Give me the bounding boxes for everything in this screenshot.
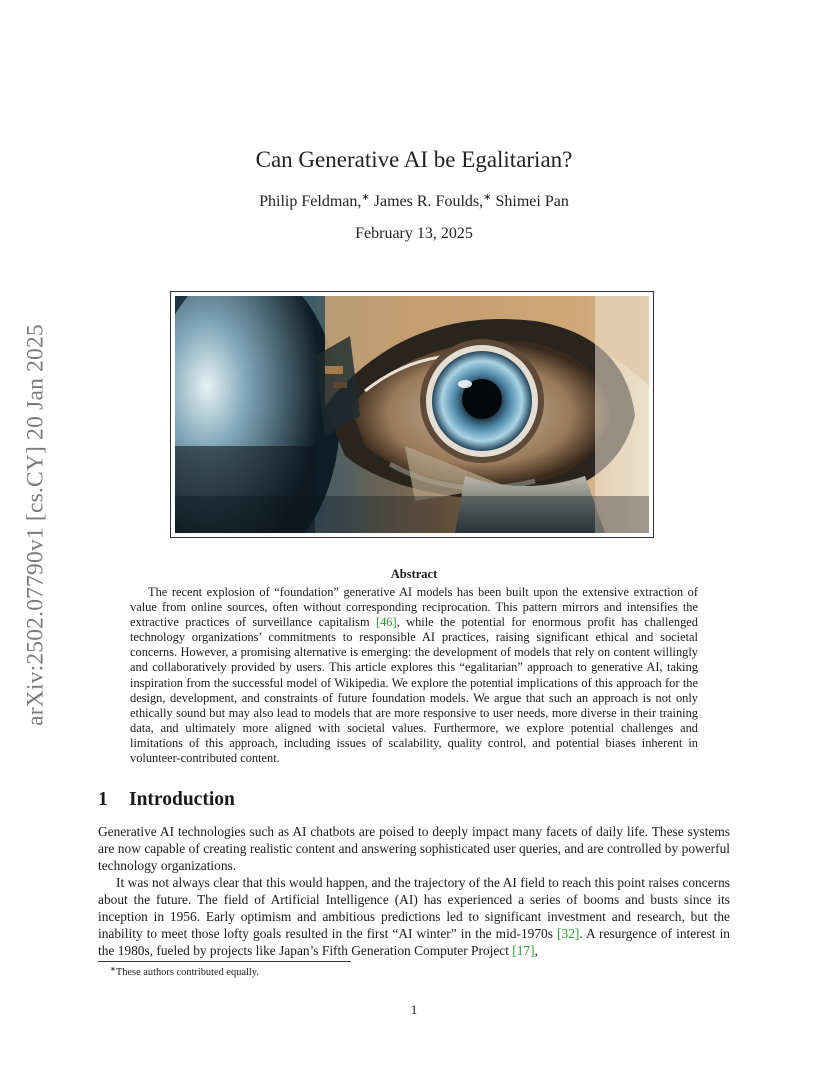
author-name: James R. Foulds, xyxy=(373,193,484,210)
footnote-rule xyxy=(98,961,351,962)
page-number: 1 xyxy=(410,1002,418,1017)
author-marker: ∗ xyxy=(483,192,492,203)
intro-text: . A resurgence of interest in the 1980s, fueled by projects like Japan’s Fifth Generation Computer Project xyxy=(98,926,731,958)
intro-paragraph: Generative AI technologies such as AI chatbots are poised to deeply impact many facets of daily life. These systems are now capable of creating realistic content and answering sophisticated user queries, and are controlled by powerful technology organizations. xyxy=(98,824,730,873)
author-name: Shimei Pan xyxy=(495,193,569,210)
author-marker: ∗ xyxy=(361,192,370,203)
footnote-marker: ∗ xyxy=(110,965,116,973)
paper-title: Can Generative AI be Egalitarian? xyxy=(255,147,573,172)
footnote xyxy=(110,965,259,978)
abstract-text: The recent explosion of “foundation” generative AI models has been built upon the extensive extraction of value from online sources, often without corresponding reciprocation. This pattern mirrors and intensifies the extractive practices of surveillance capitalism xyxy=(130,585,698,630)
section-heading xyxy=(98,789,235,811)
intro-paragraph xyxy=(98,874,730,959)
section-number: 1 xyxy=(98,789,108,810)
citation-link[interactable]: [46] xyxy=(375,615,397,630)
author-list xyxy=(0,192,828,211)
paper-date: February 13, 2025 xyxy=(355,225,473,242)
robot-eye-image xyxy=(175,296,649,533)
citation-link[interactable]: [17] xyxy=(512,943,535,958)
intro-text: It was not always clear that this would happen, and the trajectory of the AI field to reach this point raises concerns about the future. The field of Artificial Intelligence (AI) has experienced a series of booms and busts since its inception in 1956. Early optimism and ambitious predictions led to significant investment and research, but the inability to meet those lofty goals resulted in the first “AI winter” in the mid-1970s xyxy=(98,875,730,941)
intro-text: , xyxy=(534,943,538,958)
arxiv-side-stamp: arXiv:2502.07790v1 [cs.CY] 20 Jan 2025 xyxy=(22,324,49,726)
abstract-text: , while the potential for enormous profit has challenged technology organizations’ commitments to responsible AI practices, raising significant ethical and societal concerns. However, a promising alternative is emerging: the development of models that rely on content willingly and collaboratively provided by users. This article explores this “egalitarian” approach to generative AI, taking inspiration from the successful model of Wikipedia. We explore the potential implications of this approach for the design, development, and constraints of future foundation models. We argue that such an approach is not only ethically sound but may also lead to models that are more responsive to user needs, more diverse in their training data, and ultimately more aligned with societal values. Furthermore, we explore potential challenges and limitations of this approach, including issues of scalability, quality control, and potential biases inherent in volunteer-contributed content. xyxy=(130,615,698,766)
section-title: Introduction xyxy=(129,789,235,810)
figure-frame xyxy=(170,291,654,538)
abstract-paragraph xyxy=(130,585,698,766)
citation-link[interactable]: [32] xyxy=(557,926,580,941)
footnote-text: These authors contributed equally. xyxy=(115,967,259,978)
author-name: Philip Feldman, xyxy=(259,193,362,210)
abstract-heading: Abstract xyxy=(390,567,438,581)
